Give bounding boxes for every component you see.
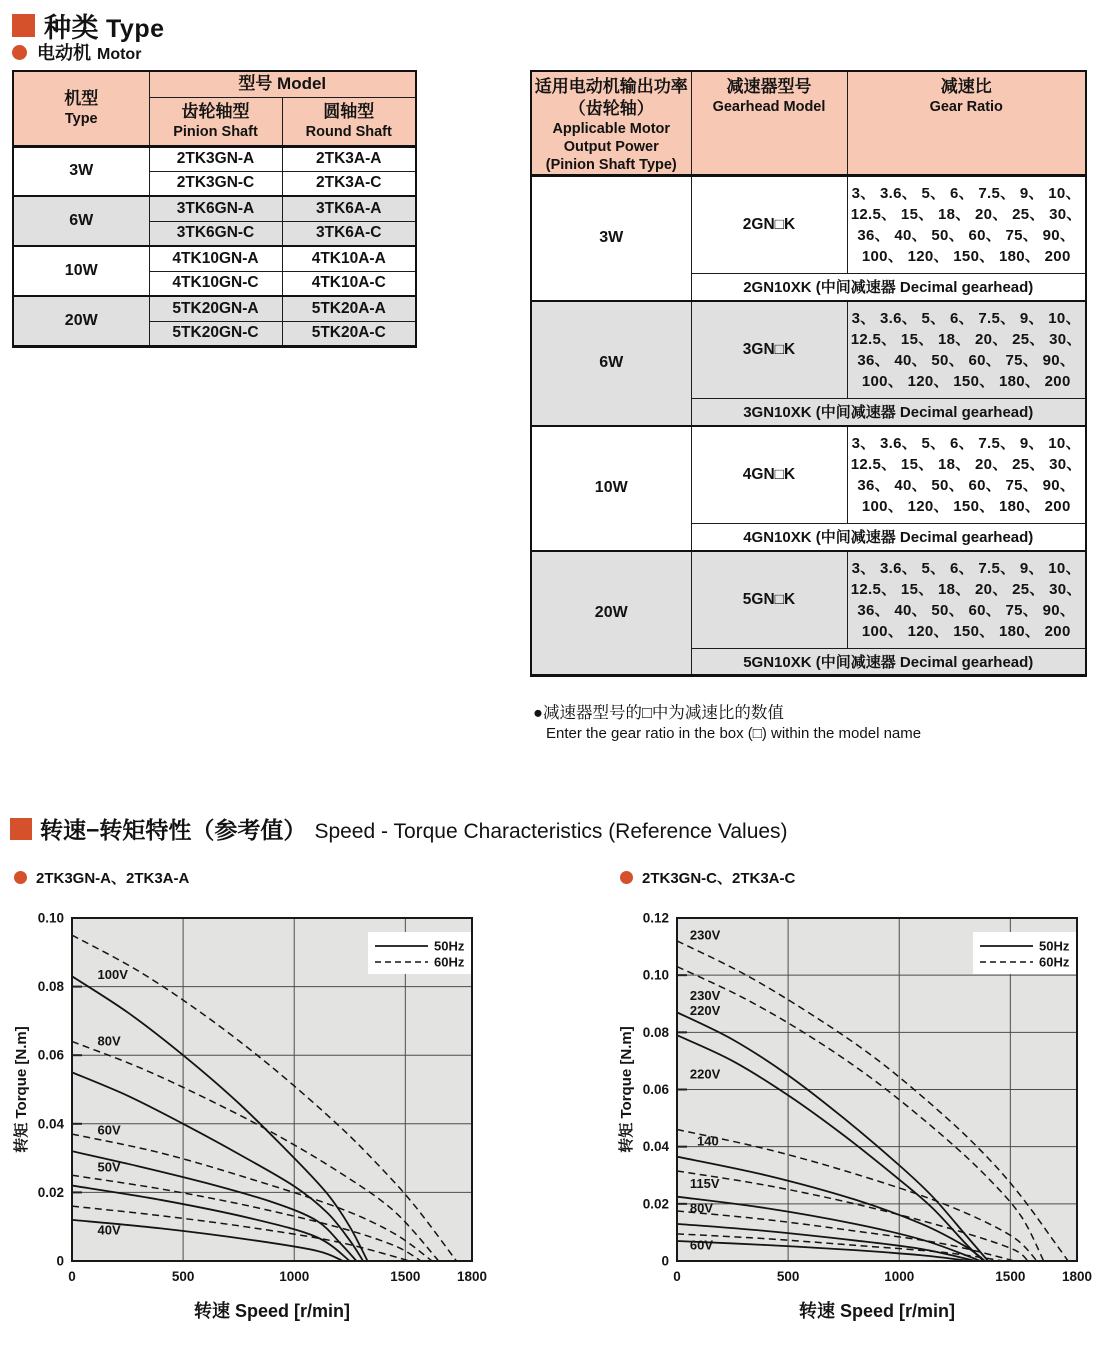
section2-heading xyxy=(10,812,788,845)
speed-torque-title: 转速−转矩特性（参考值） Speed - Torque Characteristics (Reference Values) xyxy=(40,817,788,843)
round-model-cell: 4TK10A-C xyxy=(282,271,416,296)
speed-torque-chart-b xyxy=(615,894,1115,1341)
legend-label: 60Hz xyxy=(434,954,465,970)
pinion-model-cell: 3TK6GN-C xyxy=(149,221,282,246)
section-marker-square xyxy=(10,818,32,840)
voltage-annotation: 50V xyxy=(97,1159,121,1175)
decimal-gearhead-cell: 2GN10XK (中间减速器 Decimal gearhead) xyxy=(691,274,1086,301)
motor-subheading xyxy=(12,39,141,65)
motor-power-cell: 6W xyxy=(531,301,691,426)
x-tick-label: 1800 xyxy=(456,1269,488,1284)
header-type: 机型 Type xyxy=(13,71,149,146)
voltage-annotation: 230V xyxy=(689,987,721,1003)
y-axis-title: 转矩 Torque [N.m] xyxy=(13,1026,30,1153)
motor-type-cell: 6W xyxy=(13,196,149,246)
header-round-shaft: 圆轴型 Round Shaft xyxy=(282,97,416,146)
decimal-gearhead-cell: 4GN10XK (中间减速器 Decimal gearhead) xyxy=(691,524,1086,551)
x-tick-label: 1500 xyxy=(995,1269,1026,1284)
y-tick-label: 0.08 xyxy=(642,1024,669,1040)
round-model-cell: 4TK10A-A xyxy=(282,246,416,271)
header-gearhead-model: 减速器型号 Gearhead Model xyxy=(691,71,847,176)
motor-table-row xyxy=(13,146,416,171)
voltage-annotation: 230V xyxy=(689,927,721,943)
note-line-1: ●减速器型号的□中为减速比的数值 xyxy=(533,704,784,722)
round-model-cell: 2TK3A-C xyxy=(282,171,416,196)
x-tick-label: 1500 xyxy=(390,1269,421,1284)
page-title: 种类 Type xyxy=(44,13,165,43)
motor-table-row xyxy=(13,196,416,221)
gearhead-table-wrap xyxy=(530,70,1085,677)
x-tick-label: 1000 xyxy=(279,1269,310,1284)
voltage-annotation: 140 xyxy=(697,1133,719,1149)
decimal-gearhead-cell: 3GN10XK (中间减速器 Decimal gearhead) xyxy=(691,399,1086,426)
round-model-cell: 3TK6A-C xyxy=(282,221,416,246)
round-model-cell: 2TK3A-A xyxy=(282,146,416,171)
gearhead-model-cell: 3GN□K xyxy=(691,301,847,399)
gear-ratio-cell: 3、 3.6、 5、 6、 7.5、 9、 10、 12.5、 15、 18、 20、 25、 30、 36、 40、 50、 60、 75、 90、 100、 120、 150、 180、 200 xyxy=(847,426,1086,524)
header-pinion-shaft: 齿轮轴型 Pinion Shaft xyxy=(149,97,282,146)
x-tick-label: 1800 xyxy=(1061,1269,1093,1284)
decimal-gearhead-cell: 5GN10XK (中间减速器 Decimal gearhead) xyxy=(691,649,1086,676)
x-tick-label: 1000 xyxy=(884,1269,915,1284)
motor-type-cell: 3W xyxy=(13,146,149,196)
bullet-circle-icon xyxy=(12,45,27,60)
gearhead-table-row xyxy=(531,301,1086,399)
x-tick-label: 500 xyxy=(776,1269,800,1284)
voltage-annotation: 80V xyxy=(97,1033,121,1049)
header-applicable-power: 适用电动机输出功率 （齿轮轴） Applicable Motor Output Power (Pinion Shaft Type) xyxy=(531,71,691,176)
legend-label: 50Hz xyxy=(434,938,465,954)
pinion-model-cell: 4TK10GN-C xyxy=(149,271,282,296)
speed-torque-chart-a xyxy=(10,894,510,1341)
motor-model-table xyxy=(12,70,417,348)
chart-a-label xyxy=(14,867,189,888)
chart-svg xyxy=(10,894,510,1341)
motor-subtitle: 电动机 Motor xyxy=(37,43,142,63)
motor-power-cell: 3W xyxy=(531,176,691,301)
voltage-annotation: 220V xyxy=(689,1066,721,1082)
voltage-annotation: 60V xyxy=(689,1237,714,1253)
voltage-annotation: 220V xyxy=(689,1003,721,1019)
header-model: 型号 Model xyxy=(149,71,416,97)
legend-label: 60Hz xyxy=(1039,954,1070,970)
pinion-model-cell: 5TK20GN-A xyxy=(149,296,282,321)
gearhead-table-row xyxy=(531,426,1086,524)
voltage-annotation: 80V xyxy=(689,1200,714,1216)
section-marker-square xyxy=(12,14,35,37)
gearhead-table xyxy=(530,70,1087,677)
x-tick-label: 500 xyxy=(171,1269,195,1284)
motor-table-row xyxy=(13,246,416,271)
gear-ratio-cell: 3、 3.6、 5、 6、 7.5、 9、 10、 12.5、 15、 18、 20、 25、 30、 36、 40、 50、 60、 75、 90、 100、 120、 150、 180、 200 xyxy=(847,301,1086,399)
gearhead-model-cell: 5GN□K xyxy=(691,551,847,649)
bullet-circle-icon xyxy=(14,871,27,884)
y-tick-label: 0.06 xyxy=(642,1082,669,1097)
round-model-cell: 5TK20A-C xyxy=(282,321,416,346)
motor-power-cell: 10W xyxy=(531,426,691,551)
x-tick-label: 0 xyxy=(673,1269,681,1284)
legend-label: 50Hz xyxy=(1039,938,1070,954)
voltage-annotation: 115V xyxy=(689,1176,720,1192)
voltage-annotation: 100V xyxy=(97,967,128,983)
pinion-model-cell: 3TK6GN-A xyxy=(149,196,282,221)
chart-svg xyxy=(615,894,1115,1341)
y-tick-label: 0.04 xyxy=(37,1116,64,1132)
round-model-cell: 5TK20A-A xyxy=(282,296,416,321)
voltage-annotation: 60V xyxy=(97,1122,121,1138)
gear-ratio-cell: 3、 3.6、 5、 6、 7.5、 9、 10、 12.5、 15、 18、 20、 25、 30、 36、 40、 50、 60、 75、 90、 100、 120、 150、 180、 200 xyxy=(847,551,1086,649)
round-model-cell: 3TK6A-A xyxy=(282,196,416,221)
y-tick-label: 0 xyxy=(661,1253,669,1269)
bullet-circle-icon xyxy=(620,871,633,884)
motor-power-cell: 20W xyxy=(531,551,691,676)
y-tick-label: 0.02 xyxy=(37,1184,64,1200)
x-tick-label: 0 xyxy=(68,1269,76,1284)
chart-a-model-names: 2TK3GN-A、2TK3A-A xyxy=(36,870,190,887)
header-gear-ratio: 减速比 Gear Ratio xyxy=(847,71,1086,176)
pinion-model-cell: 4TK10GN-A xyxy=(149,246,282,271)
y-axis-title: 转矩 Torque [N.m] xyxy=(618,1026,635,1153)
y-tick-label: 0.10 xyxy=(642,967,669,983)
y-tick-label: 0.06 xyxy=(37,1047,64,1063)
y-tick-label: 0.12 xyxy=(642,910,669,926)
note-line-2: Enter the gear ratio in the box (□) within the model name xyxy=(546,725,922,742)
voltage-annotation: 40V xyxy=(97,1222,121,1238)
gearhead-table-row xyxy=(531,551,1086,649)
motor-type-cell: 10W xyxy=(13,246,149,296)
y-tick-label: 0 xyxy=(56,1253,64,1269)
y-tick-label: 0.08 xyxy=(37,979,64,995)
pinion-model-cell: 5TK20GN-C xyxy=(149,321,282,346)
chart-b-model-names: 2TK3GN-C、2TK3A-C xyxy=(642,870,796,887)
motor-type-cell: 20W xyxy=(13,296,149,346)
gearhead-model-cell: 2GN□K xyxy=(691,176,847,274)
chart-b-label xyxy=(620,867,795,888)
pinion-model-cell: 2TK3GN-A xyxy=(149,146,282,171)
y-tick-label: 0.10 xyxy=(37,910,64,926)
motor-table-wrap xyxy=(12,70,415,348)
y-tick-label: 0.04 xyxy=(642,1139,669,1155)
x-axis-title: 转速 Speed [r/min] xyxy=(798,1301,956,1321)
motor-table-row xyxy=(13,296,416,321)
gearhead-model-cell: 4GN□K xyxy=(691,426,847,524)
pinion-model-cell: 2TK3GN-C xyxy=(149,171,282,196)
x-axis-title: 转速 Speed [r/min] xyxy=(193,1301,351,1321)
gearhead-table-row xyxy=(531,176,1086,274)
y-tick-label: 0.02 xyxy=(642,1196,669,1212)
gear-ratio-cell: 3、 3.6、 5、 6、 7.5、 9、 10、 12.5、 15、 18、 20、 25、 30、 36、 40、 50、 60、 75、 90、 100、 120、 150、 180、 200 xyxy=(847,176,1086,274)
